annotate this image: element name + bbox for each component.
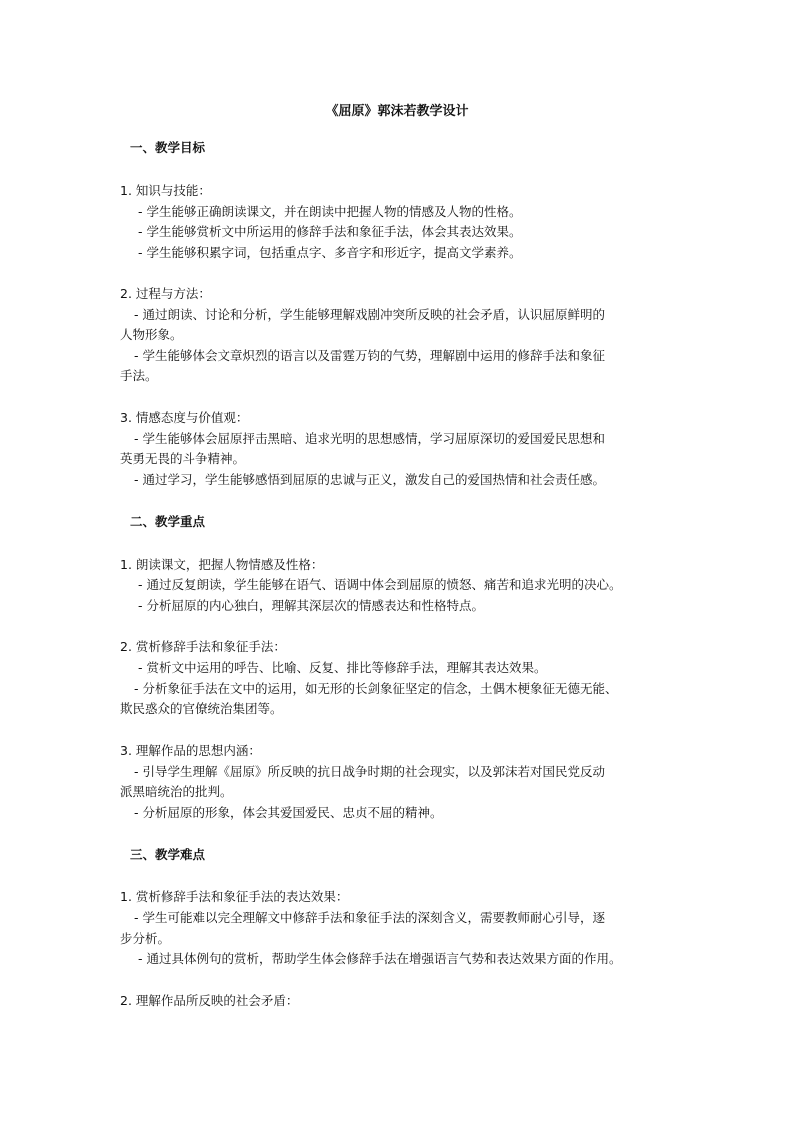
bullet-continuation: 英勇无畏的斗争精神。 bbox=[120, 451, 246, 466]
bullet-item: - 分析屈原的内心独白，理解其深层次的情感表达和性格特点。 bbox=[138, 598, 484, 613]
bullet-item: - 通过朗读、讨论和分析，学生能够理解戏剧冲突所反映的社会矛盾，认识屈原鲜明的 bbox=[134, 307, 605, 322]
section-heading-objectives: 一、教学目标 bbox=[130, 140, 206, 155]
section-heading-difficulties: 三、教学难点 bbox=[130, 847, 206, 862]
subheading: 3. 情感态度与价值观： bbox=[120, 410, 249, 425]
bullet-item: - 学生能够体会屈原抨击黑暗、追求光明的思想感情，学习屈原深切的爱国爱民思想和 bbox=[134, 431, 605, 446]
subheading: 2. 赏析修辞手法和象征手法： bbox=[120, 639, 286, 654]
subheading: 1. 知识与技能： bbox=[120, 183, 211, 198]
bullet-item: - 赏析文中运用的呼告、比喻、反复、排比等修辞手法，理解其表达效果。 bbox=[138, 660, 547, 675]
document-title: 《屈原》郭沫若教学设计 bbox=[325, 104, 469, 119]
bullet-item: - 分析象征手法在文中的运用，如无形的长剑象征坚定的信念，土偶木梗象征无德无能、 bbox=[134, 681, 618, 696]
bullet-item: - 学生能够体会文章炽烈的语言以及雷霆万钧的气势，理解剧中运用的修辞手法和象征 bbox=[134, 348, 605, 363]
bullet-continuation: 派黑暗统治的批判。 bbox=[120, 784, 233, 799]
bullet-item: - 学生可能难以完全理解文中修辞手法和象征手法的深刻含义，需要教师耐心引导，逐 bbox=[134, 910, 605, 925]
bullet-item: - 学生能够积累字词，包括重点字、多音字和形近字，提高文学素养。 bbox=[138, 245, 522, 260]
bullet-continuation: 手法。 bbox=[120, 368, 158, 383]
subheading: 2. 过程与方法： bbox=[120, 286, 211, 301]
section-heading-key-points: 二、教学重点 bbox=[130, 514, 206, 529]
bullet-continuation: 步分析。 bbox=[120, 931, 171, 946]
subheading: 1. 赏析修辞手法和象征手法的表达效果： bbox=[120, 889, 349, 904]
bullet-item: - 学生能够赏析文中所运用的修辞手法和象征手法，体会其表达效果。 bbox=[138, 224, 522, 239]
bullet-item: - 分析屈原的形象，体会其爱国爱民、忠贞不屈的精神。 bbox=[134, 805, 443, 820]
bullet-continuation: 欺民惑众的官僚统治集团等。 bbox=[120, 701, 283, 716]
subheading: 3. 理解作品的思想内涵： bbox=[120, 743, 261, 758]
bullet-item: - 引导学生理解《屈原》所反映的抗日战争时期的社会现实，以及郭沫若对国民党反动 bbox=[134, 764, 605, 779]
bullet-item: - 通过学习，学生能够感悟到屈原的忠诚与正义，激发自己的爱国热情和社会责任感。 bbox=[134, 472, 605, 487]
bullet-item: - 通过具体例句的赏析，帮助学生体会修辞手法在增强语言气势和表达效果方面的作用。 bbox=[138, 951, 622, 966]
bullet-item: - 通过反复朗读，学生能够在语气、语调中体会到屈原的愤怒、痛苦和追求光明的决心。 bbox=[138, 577, 622, 592]
bullet-continuation: 人物形象。 bbox=[120, 327, 183, 342]
subheading: 2. 理解作品所反映的社会矛盾： bbox=[120, 993, 299, 1008]
subheading: 1. 朗读课文，把握人物情感及性格： bbox=[120, 557, 324, 572]
bullet-item: - 学生能够正确朗读课文，并在朗读中把握人物的情感及人物的性格。 bbox=[138, 204, 522, 219]
